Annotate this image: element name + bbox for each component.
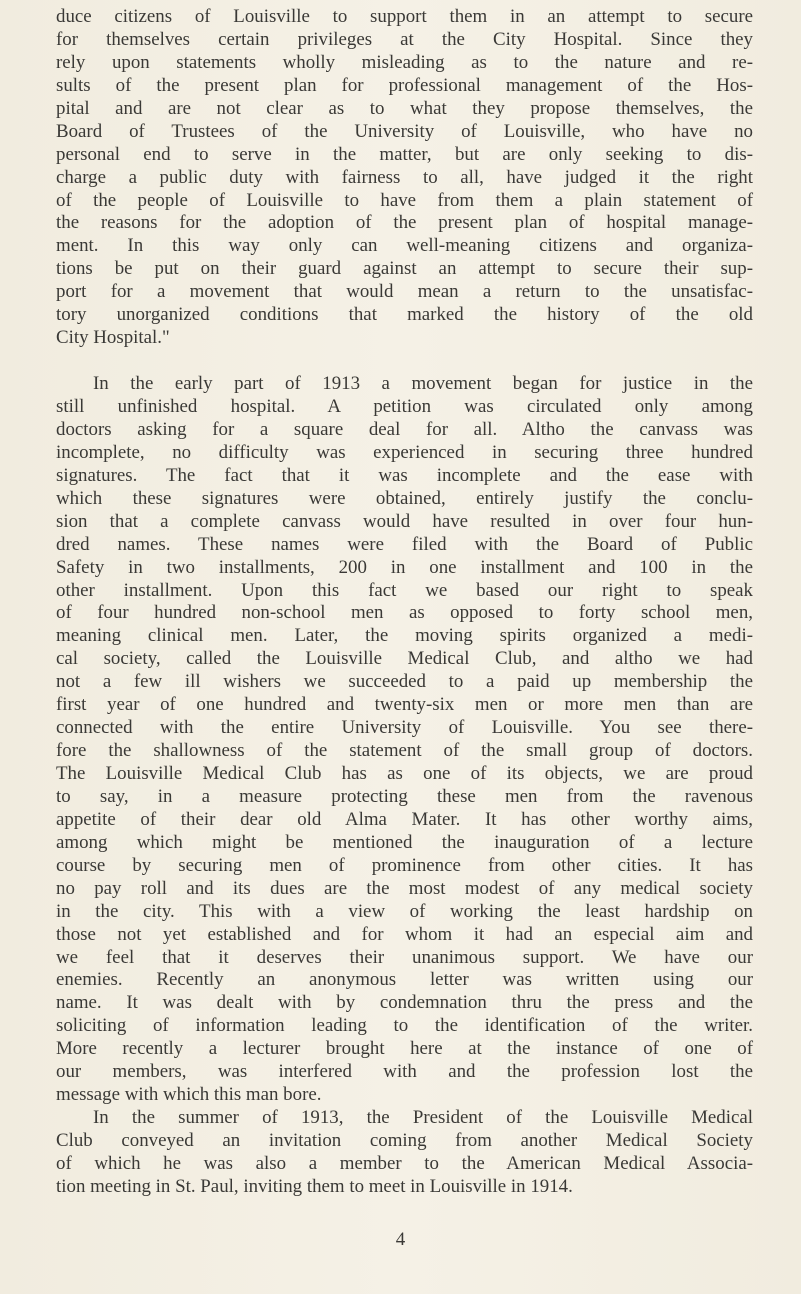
text-line: ment. In this way only can well-meaning citizens and organiza- xyxy=(56,235,753,257)
text-line: signatures. The fact that it was incomplete and the ease with xyxy=(56,464,753,486)
text-line: Safety in two installments, 200 in one installment and 100 in the xyxy=(56,556,753,578)
text-line: course by securing men of prominence from other cities. It has xyxy=(56,854,753,876)
text-line: our members, was interfered with and the profession lost the xyxy=(56,1061,753,1083)
text-line: pital and are not clear as to what they propose themselves, the xyxy=(56,97,753,119)
text-line: duce citizens of Louisville to support them in an attempt to secure xyxy=(56,6,753,27)
text-line: of the people of Louisville to have from them a plain statement of xyxy=(56,189,753,211)
text-line: tion meeting in St. Paul, inviting them to meet in Louisville in 1914. xyxy=(56,1175,573,1197)
text-line: in the city. This with a view of working the least hardship on xyxy=(56,900,753,922)
text-line: City Hospital." xyxy=(56,327,170,349)
text-line: we feel that it deserves their unanimous support. We have our xyxy=(56,946,753,968)
text-line: In the early part of 1913 a movement began for justice in the xyxy=(93,373,753,395)
paragraph-3 xyxy=(56,1107,753,1199)
paragraph-spacer xyxy=(56,350,753,373)
text-line: incomplete, no difficulty was experienced in securing three hundred xyxy=(56,441,753,463)
text-line: Club conveyed an invitation coming from another Medical Society xyxy=(56,1130,753,1151)
text-line: among which might be mentioned the inauguration of a lecture xyxy=(56,831,753,853)
text-line: cal society, called the Louisville Medical Club, and altho we had xyxy=(56,648,753,670)
text-line: soliciting of information leading to the identification of the writer. xyxy=(56,1015,753,1037)
text-line: those not yet established and for whom it had an especial aim and xyxy=(56,923,753,945)
text-line: sion that a complete canvass would have resulted in over four hun- xyxy=(56,510,753,532)
text-line: personal end to serve in the matter, but are only seeking to dis- xyxy=(56,143,753,165)
text-line: In the summer of 1913, the President of the Louisville Medical xyxy=(93,1107,753,1129)
text-line: not a few ill wishers we succeeded to a paid up membership the xyxy=(56,671,753,693)
text-line: still unfinished hospital. A petition was circulated only among xyxy=(56,396,753,417)
text-line: of which he was also a member to the American Medical Associa- xyxy=(56,1152,753,1174)
text-line: no pay roll and its dues are the most modest of any medical society xyxy=(56,877,753,899)
text-line: Board of Trustees of the University of Louisville, who have no xyxy=(56,120,753,142)
body-text xyxy=(56,6,753,1199)
text-line: enemies. Recently an anonymous letter was written using our xyxy=(56,969,753,991)
text-line: doctors asking for a square deal for all. Altho the canvass was xyxy=(56,418,753,440)
text-line: of four hundred non-school men as opposed to forty school men, xyxy=(56,602,753,624)
text-line: the reasons for the adoption of the present plan of hospital manage- xyxy=(56,212,753,234)
text-line: connected with the entire University of Louisville. You see there- xyxy=(56,717,753,739)
text-line: rely upon statements wholly misleading as to the nature and re- xyxy=(56,51,753,73)
text-line: to say, in a measure protecting these men from the ravenous xyxy=(56,785,753,807)
text-line: message with which this man bore. xyxy=(56,1084,322,1106)
text-line: meaning clinical men. Later, the moving spirits organized a medi- xyxy=(56,625,753,647)
text-line: name. It was dealt with by condemnation thru the press and the xyxy=(56,992,753,1014)
text-line: The Louisville Medical Club has as one of its objects, we are proud xyxy=(56,763,753,784)
text-line: tions be put on their guard against an attempt to secure their sup- xyxy=(56,258,753,280)
text-line: which these signatures were obtained, entirely justify the conclu- xyxy=(56,487,753,509)
text-line: More recently a lecturer brought here at the instance of one of xyxy=(56,1038,753,1060)
page-number: 4 xyxy=(395,1229,406,1250)
text-line: for themselves certain privileges at the City Hospital. Since they xyxy=(56,28,753,50)
text-line: other installment. Upon this fact we based our right to speak xyxy=(56,579,753,601)
paragraph-2 xyxy=(56,373,753,1107)
text-line: tory unorganized conditions that marked the history of the old xyxy=(56,304,753,326)
text-line: first year of one hundred and twenty-six men or more men than are xyxy=(56,694,753,716)
paragraph-1 xyxy=(56,6,753,350)
text-line: dred names. These names were filed with the Board of Public xyxy=(56,533,753,555)
text-line: fore the shallowness of the statement of the small group of doctors. xyxy=(56,740,753,762)
text-line: sults of the present plan for professional management of the Hos- xyxy=(56,74,753,96)
text-line: appetite of their dear old Alma Mater. It has other worthy aims, xyxy=(56,808,753,830)
text-line: port for a movement that would mean a return to the unsatisfac- xyxy=(56,281,753,303)
text-line: charge a public duty with fairness to all, have judged it the right xyxy=(56,166,753,188)
